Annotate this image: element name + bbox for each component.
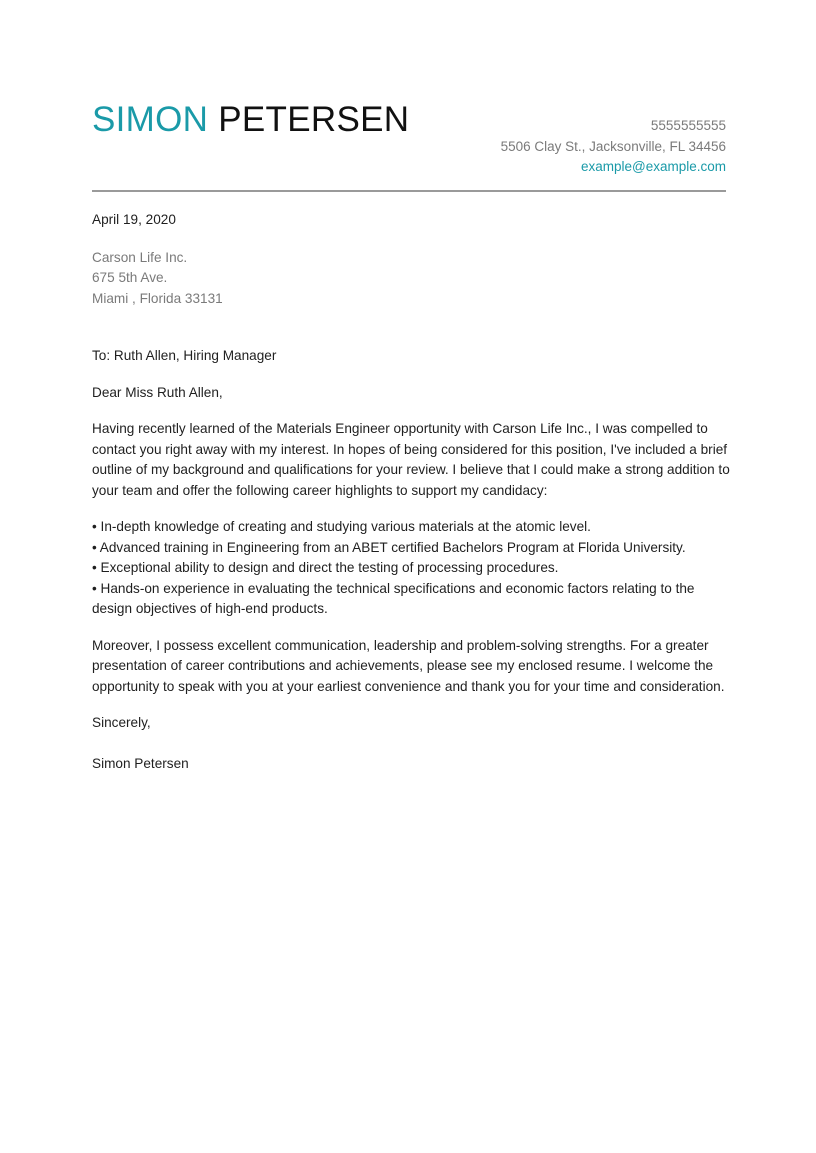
signature-name: Simon Petersen xyxy=(92,755,189,771)
recipient-company: Carson Life Inc. xyxy=(92,249,188,265)
to-line: To: Ruth Allen, Hiring Manager xyxy=(92,348,277,363)
letter-body xyxy=(92,210,732,774)
first-name: SIMON xyxy=(92,100,209,139)
email-address[interactable]: example@example.com xyxy=(580,159,726,174)
header-divider xyxy=(92,190,726,192)
letter-date: April 19, 2020 xyxy=(92,212,176,227)
recipient-street: 675 5th Ave. xyxy=(92,270,168,285)
last-name: PETERSEN xyxy=(218,100,410,139)
letter-header xyxy=(92,96,726,186)
list-item: • Advanced training in Engineering from an ABET certified Bachelors Program at Florida University. xyxy=(92,539,686,555)
closing-paragraph: Moreover, I possess excellent communication, leadership and problem-solving strengths. For a greater presentation of career contributions and achievements, please see my enclosed resume. I welcome the opportunity to speak with you at your earliest convenience and thank you for your time and consideration. xyxy=(92,637,725,694)
applicant-name xyxy=(92,100,409,140)
recipient-city: Miami , Florida 33131 xyxy=(92,290,223,306)
list-item: • Exceptional ability to design and direct the testing of processing procedures. xyxy=(92,560,559,575)
highlights-list xyxy=(92,517,732,620)
list-item: • Hands-on experience in evaluating the technical specifications and economic factors relating to the design objectives of high-end products. xyxy=(92,580,695,616)
street-address: 5506 Clay St., Jacksonville, FL 34456 xyxy=(500,138,726,154)
contact-info xyxy=(501,116,726,178)
phone-number: 5555555555 xyxy=(650,118,726,133)
closing-line: Sincerely, xyxy=(92,715,151,730)
salutation: Dear Miss Ruth Allen, xyxy=(92,384,223,400)
list-item: • In-depth knowledge of creating and studying various materials at the atomic level. xyxy=(92,519,591,534)
intro-paragraph: Having recently learned of the Materials Engineer opportunity with Carson Life Inc., I was compelled to contact you right away with my interest. In hopes of being considered for this position, I've included a brief outline of my background and qualifications for your review. I believe that I could make a strong addition to your team and offer the following career highlights to support my candidacy: xyxy=(92,421,730,498)
recipient-address xyxy=(92,248,732,310)
